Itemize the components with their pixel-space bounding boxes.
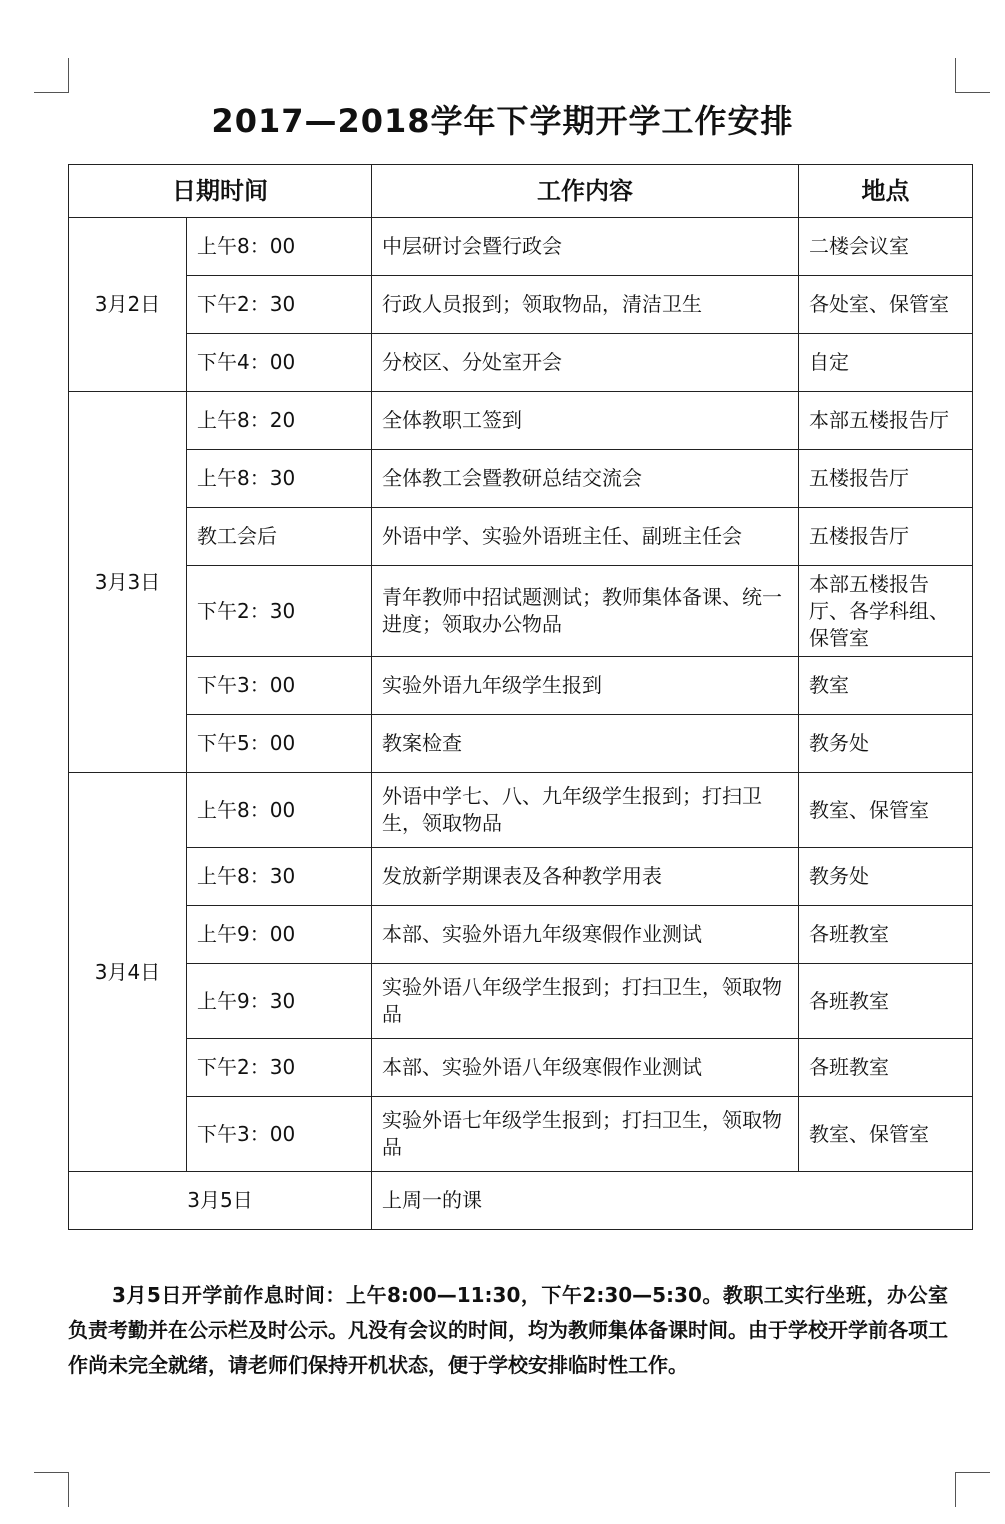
place-cell: 五楼报告厅	[799, 450, 973, 508]
crop-mark-bottom-right	[955, 1472, 990, 1507]
place-cell: 教务处	[799, 715, 973, 773]
table-row	[69, 715, 973, 773]
time-cell: 上午8：30	[187, 848, 372, 906]
header-place: 地点	[799, 165, 973, 218]
time-cell: 上午9：30	[187, 964, 372, 1039]
time-cell: 教工会后	[187, 508, 372, 566]
place-cell: 自定	[799, 334, 973, 392]
time-cell: 下午2：30	[187, 566, 372, 657]
place-cell: 五楼报告厅	[799, 508, 973, 566]
place-cell: 教室、保管室	[799, 1097, 973, 1172]
table-row	[69, 657, 973, 715]
table-row	[69, 566, 973, 657]
date-cell: 3月2日	[69, 218, 187, 392]
table-row	[69, 1097, 973, 1172]
table-row	[69, 218, 973, 276]
date-cell: 3月4日	[69, 773, 187, 1172]
crop-mark-bottom-left	[34, 1472, 69, 1507]
place-cell: 各班教室	[799, 906, 973, 964]
header-content: 工作内容	[372, 165, 799, 218]
content-cell: 分校区、分处室开会	[372, 334, 799, 392]
content-cell: 外语中学、实验外语班主任、副班主任会	[372, 508, 799, 566]
table-row	[69, 1039, 973, 1097]
content-cell: 实验外语八年级学生报到；打扫卫生，领取物品	[372, 964, 799, 1039]
content-cell: 本部、实验外语八年级寒假作业测试	[372, 1039, 799, 1097]
place-cell: 各班教室	[799, 1039, 973, 1097]
place-cell: 各班教室	[799, 964, 973, 1039]
content-cell: 实验外语七年级学生报到；打扫卫生，领取物品	[372, 1097, 799, 1172]
table-row	[69, 508, 973, 566]
date-cell: 3月5日	[69, 1172, 372, 1230]
time-cell: 下午2：30	[187, 276, 372, 334]
crop-mark-top-left	[34, 58, 69, 93]
table-row	[69, 964, 973, 1039]
table-row	[69, 773, 973, 848]
time-cell: 上午8：00	[187, 773, 372, 848]
time-cell: 上午8：30	[187, 450, 372, 508]
place-cell: 教室、保管室	[799, 773, 973, 848]
content-cell: 上周一的课	[372, 1172, 973, 1230]
content-cell: 全体教职工签到	[372, 392, 799, 450]
time-cell: 上午8：00	[187, 218, 372, 276]
table-row	[69, 906, 973, 964]
table-row	[69, 392, 973, 450]
date-cell: 3月3日	[69, 392, 187, 773]
place-cell: 本部五楼报告厅、各学科组、保管室	[799, 566, 973, 657]
time-cell: 下午3：00	[187, 657, 372, 715]
content-cell: 本部、实验外语九年级寒假作业测试	[372, 906, 799, 964]
time-cell: 上午8：20	[187, 392, 372, 450]
schedule-table	[68, 164, 973, 1230]
table-header-row	[69, 165, 973, 218]
place-cell: 二楼会议室	[799, 218, 973, 276]
time-cell: 上午9：00	[187, 906, 372, 964]
document-title: 2017—2018学年下学期开学工作安排	[211, 102, 794, 140]
time-cell: 下午4：00	[187, 334, 372, 392]
content-cell: 行政人员报到；领取物品，清洁卫生	[372, 276, 799, 334]
content-cell: 青年教师中招试题测试；教师集体备课、统一进度；领取办公物品	[372, 566, 799, 657]
content-cell: 外语中学七、八、九年级学生报到；打扫卫生，领取物品	[372, 773, 799, 848]
content-cell: 中层研讨会暨行政会	[372, 218, 799, 276]
place-cell: 各处室、保管室	[799, 276, 973, 334]
table-row	[69, 450, 973, 508]
content-cell: 教案检查	[372, 715, 799, 773]
time-cell: 下午2：30	[187, 1039, 372, 1097]
place-cell: 教务处	[799, 848, 973, 906]
schedule-note: 3月5日开学前作息时间：上午8:00—11:30，下午2:30—5:30。教职工实行坐班，办公室负责考勤并在公示栏及时公示。凡没有会议的时间，均为教师集体备课时间。由于学校开学前各项工作尚未完全就绪，请老师们保持开机状态，便于学校安排临时性工作。	[68, 1283, 948, 1377]
place-cell: 本部五楼报告厅	[799, 392, 973, 450]
content-cell: 全体教工会暨教研总结交流会	[372, 450, 799, 508]
place-cell: 教室	[799, 657, 973, 715]
content-cell: 发放新学期课表及各种教学用表	[372, 848, 799, 906]
content-cell: 实验外语九年级学生报到	[372, 657, 799, 715]
crop-mark-top-right	[955, 58, 990, 93]
table-row	[69, 276, 973, 334]
header-date: 日期时间	[69, 165, 372, 218]
time-cell: 下午3：00	[187, 1097, 372, 1172]
time-cell: 下午5：00	[187, 715, 372, 773]
table-row	[69, 334, 973, 392]
table-row	[69, 848, 973, 906]
table-row	[69, 1172, 973, 1230]
